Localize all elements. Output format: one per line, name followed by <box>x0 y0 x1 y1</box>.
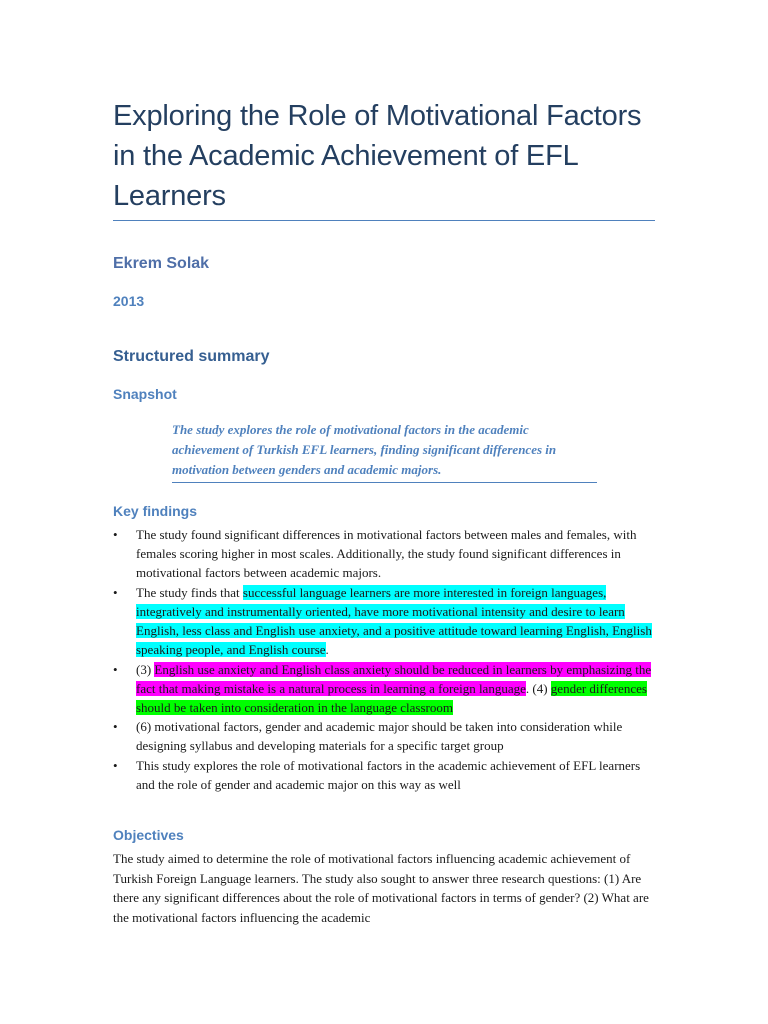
finding-text: (6) motivational factors, gender and academic major should be taken into consideration while designing syllabus and developing materials for a specific target group <box>136 719 623 754</box>
objectives-text: The study aimed to determine the role of motivational factors influencing academic achievement of Turkish Foreign Language learners. The study also sought to answer three research questions: (1) Are there any significant differences about the role of motivational factors in terms of gender? (2) What are the motivational factors influencing the academic <box>113 851 649 925</box>
highlighted-text-green: gender differences should be taken into consideration in the language classroom <box>136 680 647 715</box>
objectives-heading: Objectives <box>113 827 184 843</box>
finding-text-suffix: . <box>325 641 329 657</box>
finding-text-prefix: The study finds that <box>136 584 243 600</box>
finding-text-prefix: (3) <box>136 661 155 677</box>
highlighted-text-cyan: successful language learners are more interested in foreign languages, integratively and instrumentally oriented, have more motivational intensity and desire to learn English, less class and English use anxiety, and a positive attitude toward learning English, English speaking people, and English course <box>136 584 652 657</box>
bullet-icon: • <box>113 758 118 774</box>
publication-year: 2013 <box>113 293 145 309</box>
bullet-icon: • <box>113 719 118 735</box>
document-title: Exploring the Role of Motivational Factors in the Academic Achievement of EFL Learners <box>113 100 642 212</box>
list-item <box>113 525 658 582</box>
snapshot-quote: The study explores the role of motivational factors in the academic achievement of Turkish EFL learners, finding significant differences in motivation between genders and academic majors. <box>172 422 557 477</box>
finding-text-middle: . (4) <box>525 680 551 696</box>
list-item <box>113 660 658 717</box>
quote-divider <box>172 482 597 483</box>
list-item <box>113 756 658 794</box>
finding-text: This study explores the role of motivational factors in the academic achievement of EFL learners and the role of gender and academic major on this way as well <box>136 758 641 793</box>
list-item <box>113 583 658 659</box>
bullet-icon: • <box>113 584 118 600</box>
list-item <box>113 717 658 755</box>
structured-summary-heading: Structured summary <box>113 348 270 365</box>
bullet-icon: • <box>113 527 118 542</box>
title-divider <box>113 220 655 221</box>
key-findings-list <box>113 525 658 795</box>
snapshot-heading: Snapshot <box>113 386 177 402</box>
highlighted-text-magenta: English use anxiety and English class anxiety should be reduced in learners by emphasizing the fact that making mistake is a natural process in learning a foreign language <box>136 661 652 696</box>
key-findings-heading: Key findings <box>113 503 198 519</box>
author-name: Ekrem Solak <box>113 255 210 272</box>
finding-text: The study found significant differences in motivational factors between males and females, with females scoring higher in most scales. Additionally, the study found significant differences in motivational factors between academic majors. <box>136 527 637 580</box>
bullet-icon: • <box>113 661 118 677</box>
